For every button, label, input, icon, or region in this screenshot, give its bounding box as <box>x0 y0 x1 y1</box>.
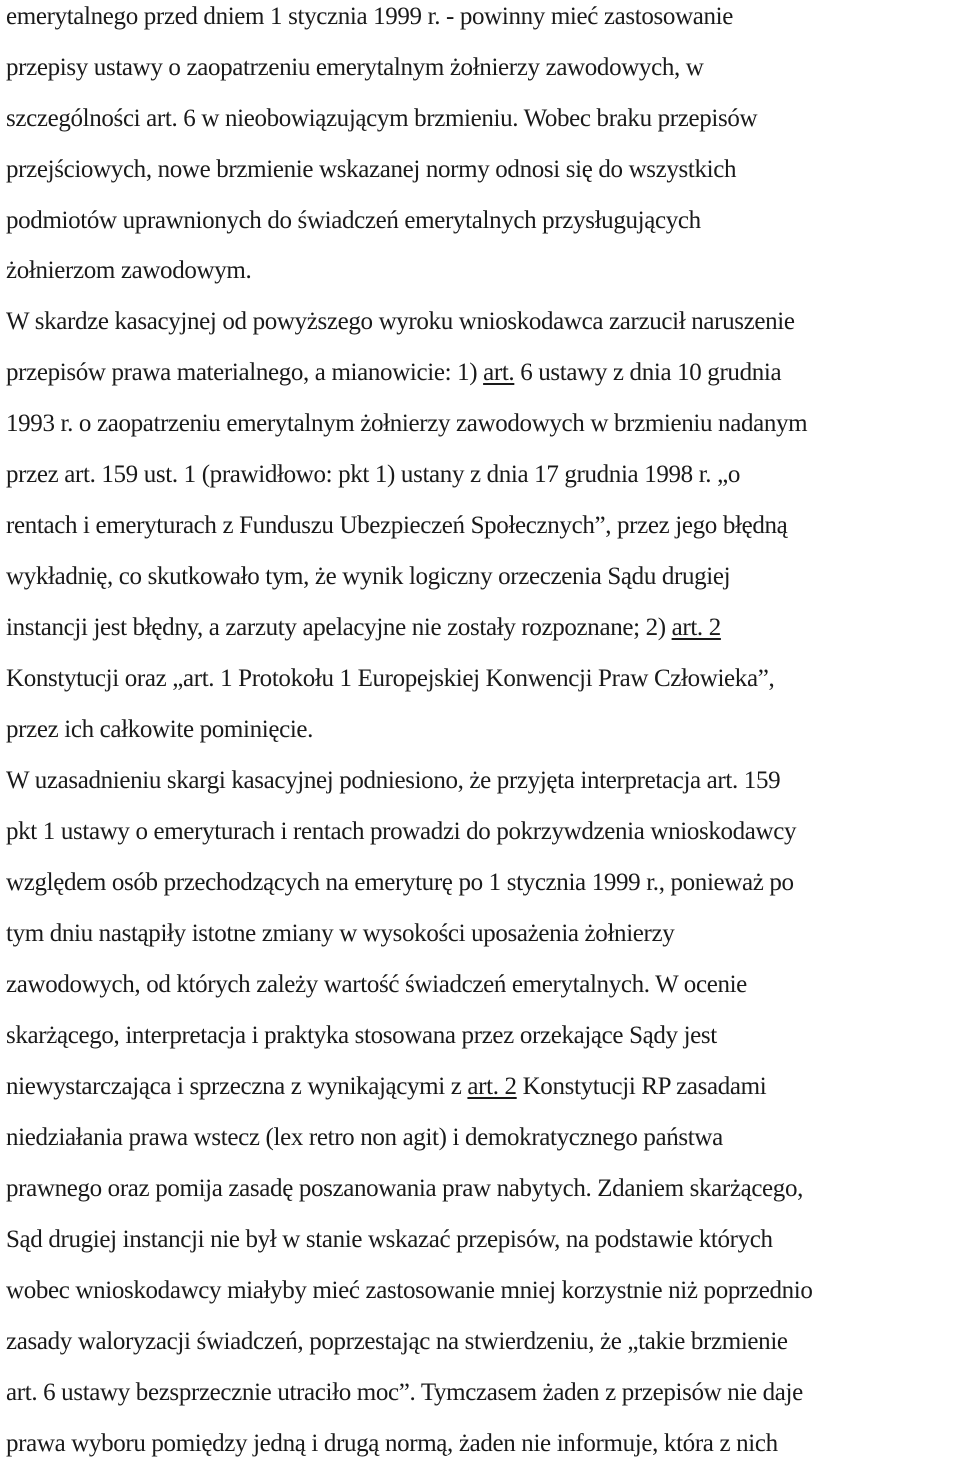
text-line: wobec wnioskodawcy miałyby mieć zastosowanie mniej korzystnie niż poprzednio <box>6 1277 813 1304</box>
text-line: szczególności art. 6 w nieobowiązującym brzmieniu. Wobec braku przepisów <box>6 105 758 132</box>
text-segment: Konstytucji RP zasadami <box>516 1073 767 1100</box>
text-line: przepisy ustawy o zaopatrzeniu emerytalnym żołnierzy zawodowych, w <box>6 54 704 81</box>
text-line: rentach i emeryturach z Funduszu Ubezpieczeń Społecznych”, przez jego błędną <box>6 512 788 539</box>
text-line: Konstytucji oraz „art. 1 Protokołu 1 Europejskiej Konwencji Praw Człowieka”, <box>6 665 775 692</box>
text-line: względem osób przechodzących na emeryturę po 1 stycznia 1999 r., ponieważ po <box>6 869 794 896</box>
text-line: niedziałania prawa wstecz (lex retro non agit) i demokratycznego państwa <box>6 1124 723 1151</box>
text-line: art. 6 ustawy bezsprzecznie utraciło moc”. Tymczasem żaden z przepisów nie daje <box>6 1379 803 1406</box>
text-line: W uzasadnieniu skargi kasacyjnej podniesiono, że przyjęta interpretacja art. 159 <box>6 767 781 794</box>
text-line: przejściowych, nowe brzmienie wskazanej normy odnosi się do wszystkich <box>6 156 737 183</box>
text-line: przez ich całkowite pominięcie. <box>6 716 314 743</box>
text-line: prawa wyboru pomiędzy jedną i drugą normą, żaden nie informuje, która z nich <box>6 1430 778 1457</box>
text-line <box>6 613 721 643</box>
text-line: Sąd drugiej instancji nie był w stanie wskazać przepisów, na podstawie których <box>6 1226 773 1253</box>
text-segment: instancji jest błędny, a zarzuty apelacyjne nie zostały rozpoznane; 2) <box>6 614 672 641</box>
text-line <box>6 1072 766 1102</box>
text-line: skarżącego, interpretacja i praktyka stosowana przez orzekające Sądy jest <box>6 1022 717 1049</box>
text-segment: przepisów prawa materialnego, a mianowicie: 1) <box>6 359 484 386</box>
text-line: zasady waloryzacji świadczeń, poprzestając na stwierdzeniu, że „takie brzmienie <box>6 1328 788 1355</box>
text-line: wykładnię, co skutkowało tym, że wynik logiczny orzeczenia Sądu drugiej <box>6 563 731 590</box>
text-line: podmiotów uprawnionych do świadczeń emerytalnych przysługujących <box>6 207 701 234</box>
text-line: W skardze kasacyjnej od powyższego wyroku wnioskodawca zarzucił naruszenie <box>6 308 795 335</box>
text-segment: niewystarczająca i sprzeczna z wynikającymi z <box>6 1073 468 1100</box>
text-line <box>6 358 781 388</box>
text-line: przez art. 159 ust. 1 (prawidłowo: pkt 1) ustany z dnia 17 grudnia 1998 r. „o <box>6 461 740 488</box>
article-link[interactable]: art. 2 <box>671 614 721 641</box>
article-link[interactable]: art. 2 <box>467 1073 517 1100</box>
text-segment: 6 ustawy z dnia 10 grudnia <box>514 359 782 386</box>
text-line: pkt 1 ustawy o emeryturach i rentach prowadzi do pokrzywdzenia wnioskodawcy <box>6 818 797 845</box>
article-link[interactable]: art. <box>483 359 515 386</box>
text-line: żołnierzom zawodowym. <box>6 257 252 284</box>
text-line: tym dniu nastąpiły istotne zmiany w wysokości uposażenia żołnierzy <box>6 920 675 947</box>
text-line: prawnego oraz pomija zasadę poszanowania praw nabytych. Zdaniem skarżącego, <box>6 1175 804 1202</box>
text-line: emerytalnego przed dniem 1 stycznia 1999 r. - powinny mieć zastosowanie <box>6 3 734 30</box>
text-line: 1993 r. o zaopatrzeniu emerytalnym żołnierzy zawodowych w brzmieniu nadanym <box>6 410 808 437</box>
text-line: zawodowych, od których zależy wartość świadczeń emerytalnych. W ocenie <box>6 971 747 998</box>
